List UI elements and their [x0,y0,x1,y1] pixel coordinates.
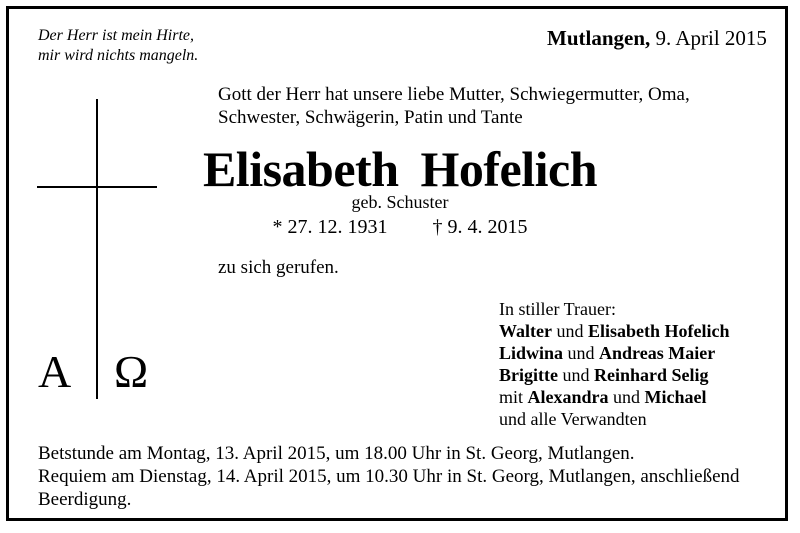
mourner-name: Lidwina [499,343,564,363]
called-home-text: zu sich gerufen. [218,257,339,278]
place-date [547,26,767,51]
mourner-name: Elisabeth Hofelich [587,321,730,341]
bible-verse-line-2: mir wird nichts mangeln. [38,47,199,64]
service-info [38,442,740,511]
birth-name: geb. Schuster [351,192,449,212]
service-line-3: Beerdigung. [38,489,132,510]
mourner-name: Andreas Maier [599,343,716,363]
mourner-name: Brigitte [499,365,558,385]
mourners-closing: und alle Verwandten [499,409,647,429]
cross-icon-horizontal [37,186,157,188]
deceased-last-name: Hofelich [420,141,598,197]
mourner-name: Walter [499,321,552,341]
cross-icon-vertical [96,99,98,399]
connector: und [567,343,595,363]
connector: und [613,387,641,407]
mourners-heading: In stiller Trauer: [499,299,616,319]
omega-symbol: Ω [114,346,149,397]
date: 9. April 2015 [655,26,767,50]
bible-verse-line-1: Der Herr ist mein Hirte, [38,27,194,44]
mourner-row [499,386,730,408]
bible-verse [38,26,198,66]
life-dates [0,216,800,239]
mourners-list [499,298,730,430]
mourner-name: Michael [644,387,707,407]
connector: mit [499,387,524,407]
service-line-1: Betstunde am Montag, 13. April 2015, um 18.00 Uhr in St. Georg, Mutlangen. [38,443,635,464]
mourner-row [499,320,730,342]
connector: und [556,321,584,341]
alpha-symbol: A [38,346,72,397]
intro-text [218,83,763,129]
deceased-first-name: Elisabeth [202,141,399,197]
intro-line-1: Gott der Herr hat unsere liebe Mutter, Schwiegermutter, Oma, [218,84,690,105]
mourner-row [499,364,730,386]
birth-date: * 27. 12. 1931 [272,216,388,238]
mourner-name: Alexandra [527,387,609,407]
intro-line-2: Schwester, Schwägerin, Patin und Tante [218,107,523,128]
place: Mutlangen, [547,26,651,50]
mourner-name: Reinhard Selig [593,365,709,385]
service-line-2: Requiem am Dienstag, 14. April 2015, um 10.30 Uhr in St. Georg, Mutlangen, anschließend [38,466,740,487]
mourner-row [499,342,730,364]
death-date: † 9. 4. 2015 [432,216,528,238]
deceased-name [0,140,800,198]
connector: und [562,365,590,385]
